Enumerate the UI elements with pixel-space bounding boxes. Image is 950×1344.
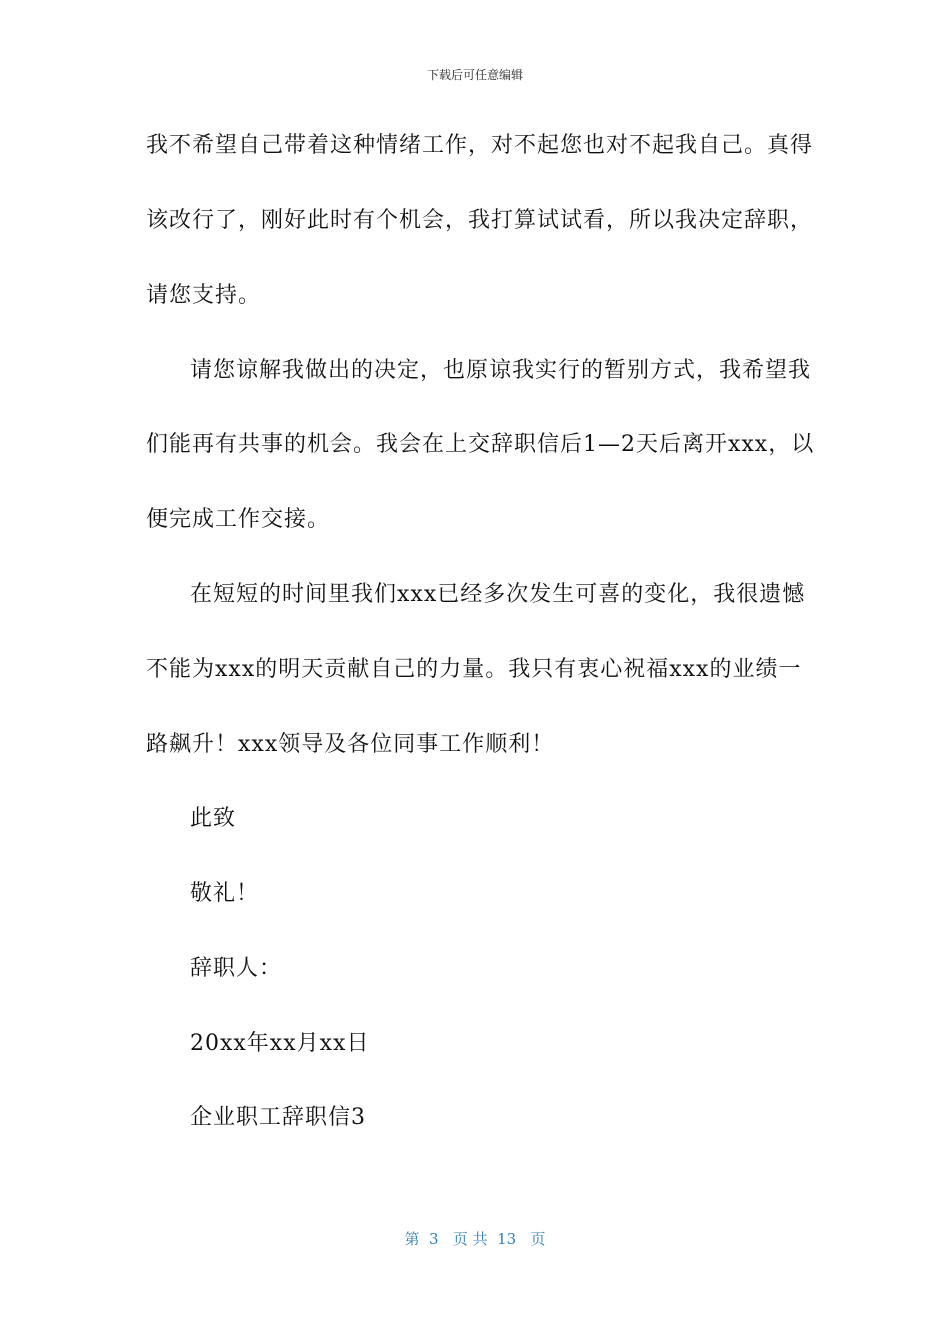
body-line-4: 请您谅解我做出的决定，也原谅我实行的暂别方式，我希望我: [190, 358, 812, 383]
body-line-5: 们能再有共事的机会。我会在上交辞职信后1—2天后离开xxx，以: [146, 432, 815, 457]
body-line-9: 路飙升！xxx领导及各位同事工作顺利！: [146, 732, 555, 757]
body-line-2: 该改行了，刚好此时有个机会，我打算试试看，所以我决定辞职，: [146, 208, 814, 233]
body-line-1: 我不希望自己带着这种情绪工作，对不起您也对不起我自己。真得: [146, 133, 814, 158]
body-line-8: 不能为xxx的明天贡献自己的力量。我只有衷心祝福xxx的业绩一: [146, 657, 802, 682]
page-header: 下载后可任意编辑: [426, 68, 523, 82]
signature-label: 辞职人：: [190, 956, 283, 981]
body-line-3: 请您支持。: [146, 283, 262, 308]
body-line-6: 便完成工作交接。: [146, 507, 331, 532]
page-footer: 第 3 页 共 13 页: [404, 1230, 546, 1248]
closing-salutation: 此致: [190, 806, 237, 831]
body-line-7: 在短短的时间里我们xxx已经多次发生可喜的变化，我很遗憾: [190, 582, 806, 607]
section-title: 企业职工辞职信3: [190, 1105, 366, 1130]
closing-regards: 敬礼！: [190, 881, 260, 906]
letter-date: 20xx年xx月xx日: [190, 1031, 370, 1056]
